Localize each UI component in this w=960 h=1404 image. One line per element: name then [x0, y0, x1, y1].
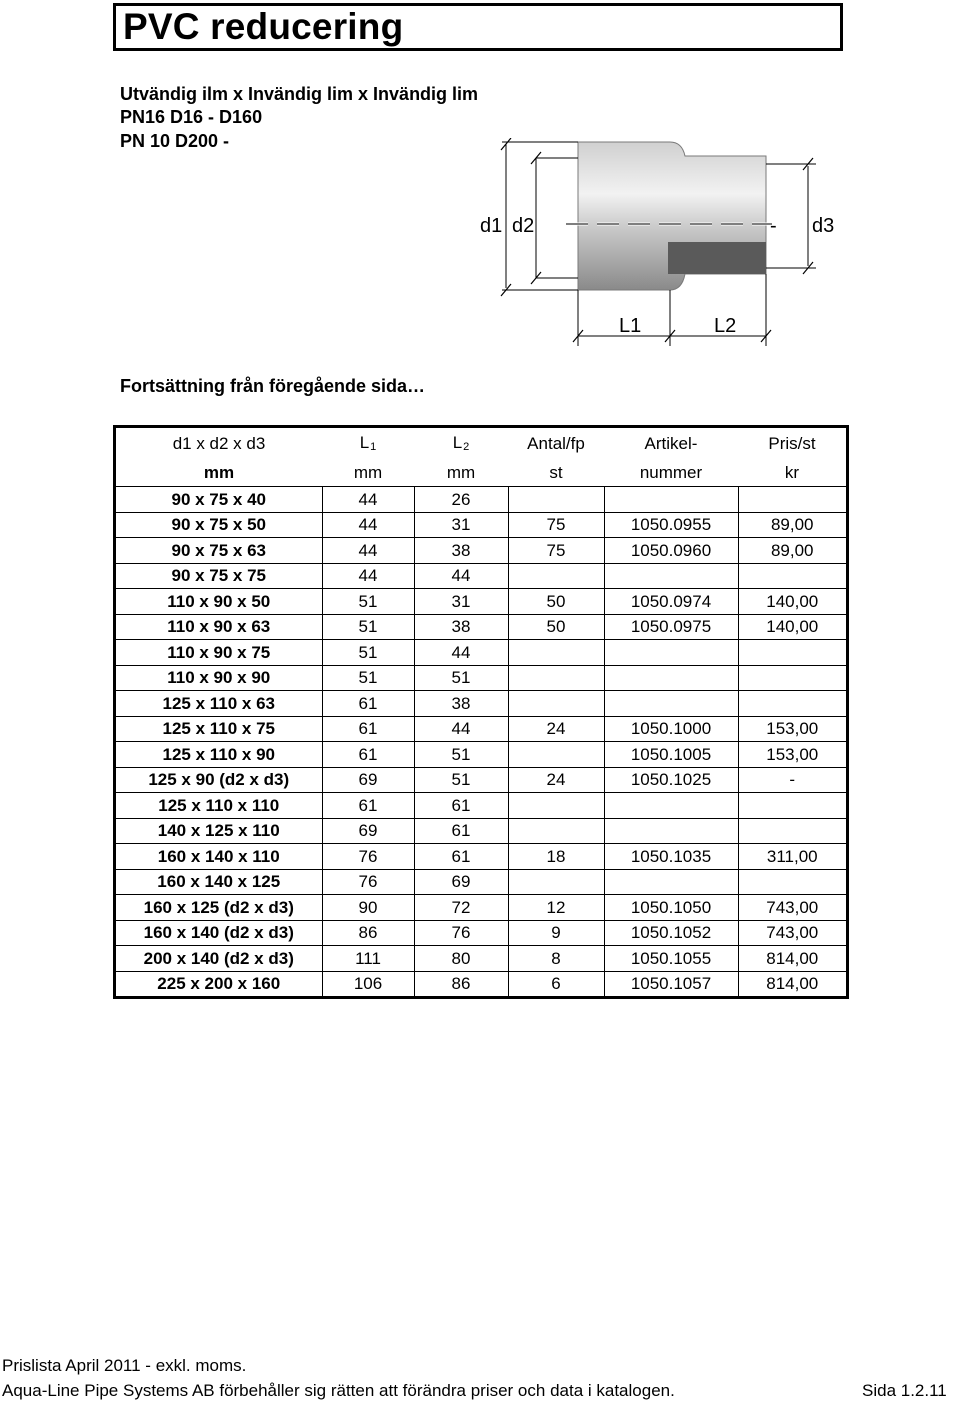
cell-l1: 61	[322, 793, 414, 819]
label-dash: -	[770, 215, 777, 237]
cell-price	[738, 563, 846, 589]
header-l1: L1	[359, 432, 377, 453]
cell-dimensions: 125 x 110 x 110	[116, 793, 322, 819]
cell-dimensions: 200 x 140 (d2 x d3)	[116, 946, 322, 972]
cell-price	[738, 691, 846, 717]
cell-article: 1050.0975	[604, 614, 738, 640]
cell-dimensions: 160 x 140 (d2 x d3)	[116, 920, 322, 946]
label-l2: L2	[714, 315, 737, 337]
cell-price	[738, 869, 846, 895]
cell-l2: 44	[414, 640, 508, 666]
cell-l1: 51	[322, 589, 414, 615]
unit-quantity: st	[549, 462, 563, 482]
unit-l2: mm	[446, 462, 476, 482]
cell-l2: 76	[414, 920, 508, 946]
cell-article: 1050.0955	[604, 512, 738, 538]
cell-dimensions: 90 x 75 x 40	[116, 487, 322, 513]
cell-l2: 86	[414, 971, 508, 996]
cell-article: 1050.1052	[604, 920, 738, 946]
cell-quantity	[508, 563, 604, 589]
cell-dimensions: 125 x 110 x 75	[116, 716, 322, 742]
table-row	[116, 589, 846, 615]
cell-l2: 31	[414, 512, 508, 538]
table-row	[116, 487, 846, 513]
cell-quantity: 9	[508, 920, 604, 946]
cell-l2: 51	[414, 742, 508, 768]
cell-l2: 80	[414, 946, 508, 972]
cell-price: 89,00	[738, 512, 846, 538]
footer-pricelist: Prislista April 2011 - exkl. moms.	[2, 1356, 247, 1375]
cell-l2: 31	[414, 589, 508, 615]
cell-price: 311,00	[738, 844, 846, 870]
cell-price: 140,00	[738, 614, 846, 640]
cell-article	[604, 563, 738, 589]
cell-quantity	[508, 742, 604, 768]
table-row	[116, 844, 846, 870]
cell-l1: 76	[322, 869, 414, 895]
cell-quantity	[508, 793, 604, 819]
cell-l1: 44	[322, 512, 414, 538]
cell-l2: 26	[414, 487, 508, 513]
cell-price	[738, 793, 846, 819]
cell-article	[604, 665, 738, 691]
table-row	[116, 946, 846, 972]
table-row	[116, 563, 846, 589]
table-units-row	[116, 458, 846, 487]
cell-l2: 44	[414, 716, 508, 742]
cell-dimensions: 225 x 200 x 160	[116, 971, 322, 996]
cell-price: 814,00	[738, 946, 846, 972]
cell-article	[604, 793, 738, 819]
footer-page-number: Sida 1.2.11	[862, 1381, 947, 1400]
cell-dimensions: 110 x 90 x 90	[116, 665, 322, 691]
unit-l1: mm	[353, 462, 383, 482]
cell-l2: 38	[414, 538, 508, 564]
cell-article: 1050.1055	[604, 946, 738, 972]
cell-l2: 61	[414, 844, 508, 870]
cell-dimensions: 125 x 110 x 90	[116, 742, 322, 768]
cell-article	[604, 487, 738, 513]
cell-dimensions: 160 x 140 x 125	[116, 869, 322, 895]
cell-quantity	[508, 487, 604, 513]
reducer-inner-bore	[668, 242, 766, 274]
footer-disclaimer: Aqua-Line Pipe Systems AB förbehåller sig rätten att förändra priser och data i katalogen.	[2, 1381, 675, 1400]
cell-price: 743,00	[738, 895, 846, 921]
subtitle-line-1: Utvändig ilm x Invändig lim x Invändig lim	[120, 84, 479, 104]
cell-dimensions: 110 x 90 x 50	[116, 589, 322, 615]
cell-quantity	[508, 691, 604, 717]
cell-price: 743,00	[738, 920, 846, 946]
cell-l1: 76	[322, 844, 414, 870]
cell-quantity	[508, 665, 604, 691]
table-row	[116, 614, 846, 640]
cell-quantity: 24	[508, 767, 604, 793]
cell-quantity: 50	[508, 614, 604, 640]
cell-quantity: 75	[508, 512, 604, 538]
cell-quantity	[508, 640, 604, 666]
table-row	[116, 971, 846, 996]
cell-article: 1050.1000	[604, 716, 738, 742]
cell-l1: 44	[322, 563, 414, 589]
table-body	[116, 487, 846, 997]
cell-l1: 61	[322, 691, 414, 717]
cell-dimensions: 125 x 90 (d2 x d3)	[116, 767, 322, 793]
cell-l2: 69	[414, 869, 508, 895]
table-row	[116, 818, 846, 844]
cell-l2: 72	[414, 895, 508, 921]
unit-article: nummer	[639, 462, 703, 482]
cell-price	[738, 818, 846, 844]
cell-l1: 51	[322, 614, 414, 640]
cell-price	[738, 640, 846, 666]
label-d3: d3	[812, 215, 835, 237]
table-row	[116, 691, 846, 717]
cell-dimensions: 110 x 90 x 75	[116, 640, 322, 666]
cell-article: 1050.1050	[604, 895, 738, 921]
header-l2: L2	[452, 432, 470, 453]
cell-l1: 51	[322, 665, 414, 691]
cell-price: 140,00	[738, 589, 846, 615]
cell-l1: 111	[322, 946, 414, 972]
cell-quantity: 18	[508, 844, 604, 870]
unit-price: kr	[784, 462, 800, 482]
cell-quantity: 8	[508, 946, 604, 972]
table-row	[116, 716, 846, 742]
header-price: Pris/st	[768, 433, 816, 453]
table-row	[116, 895, 846, 921]
label-l1: L1	[619, 315, 642, 337]
cell-quantity: 24	[508, 716, 604, 742]
cell-quantity: 75	[508, 538, 604, 564]
reducer-diagram	[470, 138, 850, 348]
cell-article: 1050.0960	[604, 538, 738, 564]
cell-l2: 61	[414, 793, 508, 819]
label-d2: d2	[512, 215, 535, 237]
price-table	[113, 425, 849, 999]
label-d1: d1	[480, 215, 503, 237]
cell-l1: 61	[322, 742, 414, 768]
table-row	[116, 767, 846, 793]
subtitle-line-2: PN16 D16 - D160	[120, 107, 263, 127]
cell-dimensions: 90 x 75 x 75	[116, 563, 322, 589]
table-row	[116, 512, 846, 538]
cell-price: 89,00	[738, 538, 846, 564]
cell-price: 153,00	[738, 716, 846, 742]
table-row	[116, 640, 846, 666]
header-article: Artikel-	[644, 433, 698, 453]
table-row	[116, 538, 846, 564]
cell-l2: 51	[414, 665, 508, 691]
cell-l1: 61	[322, 716, 414, 742]
subtitle-line-3: PN 10 D200 -	[120, 131, 230, 151]
cell-l1: 44	[322, 487, 414, 513]
cell-l1: 69	[322, 818, 414, 844]
table-header-row	[116, 428, 846, 458]
cell-l2: 51	[414, 767, 508, 793]
cell-quantity: 50	[508, 589, 604, 615]
cell-article: 1050.1025	[604, 767, 738, 793]
cell-l2: 38	[414, 691, 508, 717]
table-row	[116, 793, 846, 819]
cell-l2: 44	[414, 563, 508, 589]
cell-article: 1050.1035	[604, 844, 738, 870]
cell-article: 1050.0974	[604, 589, 738, 615]
cell-dimensions: 90 x 75 x 50	[116, 512, 322, 538]
cell-price: -	[738, 767, 846, 793]
page-title: PVC reducering	[113, 3, 843, 51]
cell-article: 1050.1057	[604, 971, 738, 996]
header-quantity: Antal/fp	[527, 433, 585, 453]
cell-article: 1050.1005	[604, 742, 738, 768]
cell-quantity: 6	[508, 971, 604, 996]
cell-dimensions: 160 x 140 x 110	[116, 844, 322, 870]
cell-l2: 61	[414, 818, 508, 844]
cell-l1: 51	[322, 640, 414, 666]
cell-dimensions: 140 x 125 x 110	[116, 818, 322, 844]
cell-article	[604, 869, 738, 895]
cell-price: 153,00	[738, 742, 846, 768]
cell-dimensions: 90 x 75 x 63	[116, 538, 322, 564]
cell-price	[738, 487, 846, 513]
continuation-note: Fortsättning från föregående sida…	[120, 376, 426, 396]
cell-quantity	[508, 869, 604, 895]
cell-article	[604, 691, 738, 717]
cell-price: 814,00	[738, 971, 846, 996]
table-row	[116, 665, 846, 691]
table-row	[116, 920, 846, 946]
unit-dimensions: mm	[203, 462, 235, 482]
cell-dimensions: 110 x 90 x 63	[116, 614, 322, 640]
cell-quantity: 12	[508, 895, 604, 921]
table-row	[116, 742, 846, 768]
cell-l1: 106	[322, 971, 414, 996]
cell-dimensions: 160 x 125 (d2 x d3)	[116, 895, 322, 921]
cell-l1: 86	[322, 920, 414, 946]
cell-l1: 44	[322, 538, 414, 564]
cell-l1: 90	[322, 895, 414, 921]
cell-article	[604, 640, 738, 666]
cell-l2: 38	[414, 614, 508, 640]
header-dimensions: d1 x d2 x d3	[172, 433, 266, 453]
table-row	[116, 869, 846, 895]
cell-quantity	[508, 818, 604, 844]
cell-dimensions: 125 x 110 x 63	[116, 691, 322, 717]
cell-l1: 69	[322, 767, 414, 793]
cell-article	[604, 818, 738, 844]
cell-price	[738, 665, 846, 691]
